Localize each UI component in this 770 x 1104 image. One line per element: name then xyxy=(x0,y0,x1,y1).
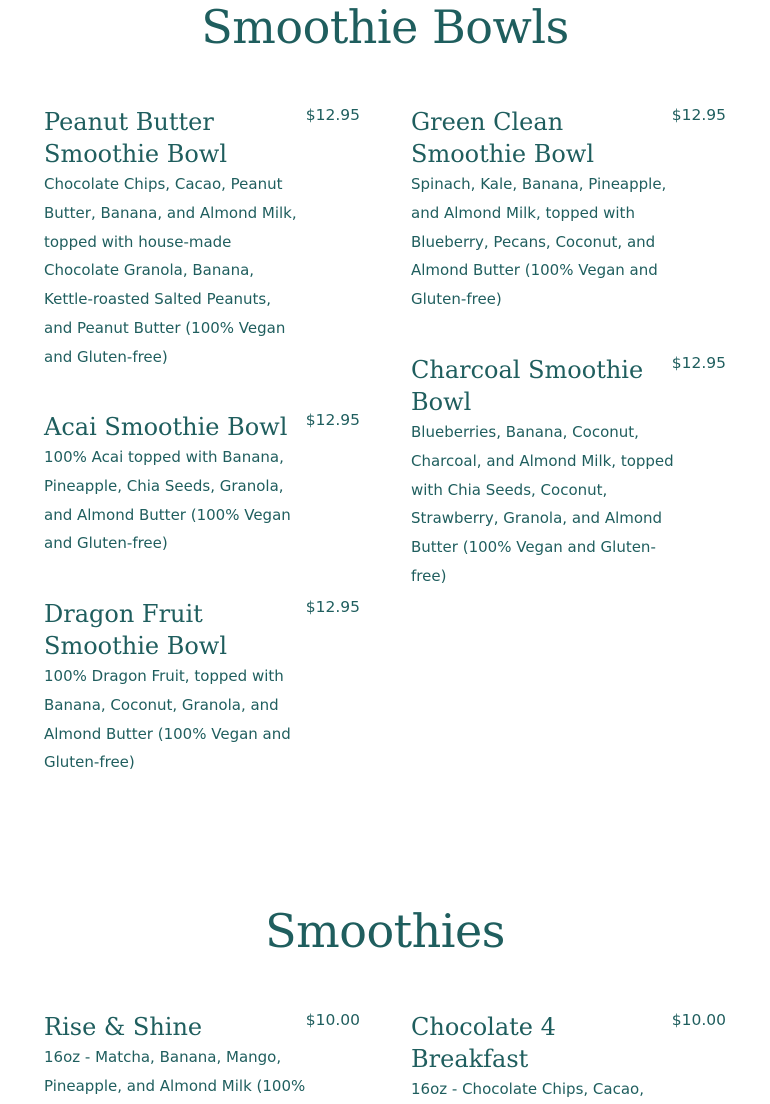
smoothie-bowls-heading: Smoothie Bowls xyxy=(201,0,569,54)
menu-item-price: $12.95 xyxy=(671,106,726,124)
menu-item-peanut-butter-bowl xyxy=(44,106,360,372)
menu-item-name: Dragon Fruit Smoothie Bowl xyxy=(44,600,228,660)
menu-item-price: $12.95 xyxy=(305,411,360,429)
menu-item-name: Rise & Shine xyxy=(44,1013,203,1041)
menu-item-chocolate-4-breakfast xyxy=(411,1011,726,1104)
smoothies-heading: Smoothies xyxy=(265,904,505,958)
menu-item-description: 16oz - Matcha, Banana, Mango, Pineapple, and Almond Milk (100% xyxy=(44,1048,306,1095)
menu-item-description: 16oz - Chocolate Chips, Cacao, xyxy=(411,1080,644,1098)
menu-item-price: $12.95 xyxy=(305,598,360,616)
menu-item-name: Acai Smoothie Bowl xyxy=(44,413,288,441)
menu-item-price: $12.95 xyxy=(671,354,726,372)
menu-item-name: Chocolate 4 Breakfast xyxy=(411,1013,556,1073)
menu-item-description: Spinach, Kale, Banana, Pineapple, and Almond Milk, topped with Blueberry, Pecans, Coconut, and Almond Butter (100% Vegan and Gluten-free) xyxy=(411,175,667,309)
menu-item-dragon-fruit-bowl xyxy=(44,598,360,777)
menu-item-acai-bowl xyxy=(44,411,360,558)
menu-item-name: Peanut Butter Smoothie Bowl xyxy=(44,108,228,168)
menu-item-rise-and-shine xyxy=(44,1011,360,1101)
menu-item-description: Chocolate Chips, Cacao, Peanut Butter, Banana, and Almond Milk, topped with house-made Chocolate Granola, Banana, Kettle-roasted Salted Peanuts, and Peanut Butter (100% Vegan and Gluten-free) xyxy=(44,175,297,366)
menu-item-green-clean-bowl xyxy=(411,106,726,314)
menu-item-name: Green Clean Smoothie Bowl xyxy=(411,108,595,168)
menu-item-description: 100% Dragon Fruit, topped with Banana, Coconut, Granola, and Almond Butter (100% Vegan and Gluten-free) xyxy=(44,667,291,772)
menu-item-description: 100% Acai topped with Banana, Pineapple, Chia Seeds, Granola, and Almond Butter (100% Vegan and Gluten-free) xyxy=(44,448,291,553)
menu-item-price: $12.95 xyxy=(305,106,360,124)
menu-item-price: $10.00 xyxy=(671,1011,726,1029)
menu-item-price: $10.00 xyxy=(305,1011,360,1029)
menu-item-name: Charcoal Smoothie Bowl xyxy=(411,356,644,416)
menu-item-charcoal-bowl xyxy=(411,354,726,591)
menu-item-description: Blueberries, Banana, Coconut, Charcoal, and Almond Milk, topped with Chia Seeds, Coconut, Strawberry, Granola, and Almond Butter (100% Vegan and Gluten-free) xyxy=(411,423,674,585)
